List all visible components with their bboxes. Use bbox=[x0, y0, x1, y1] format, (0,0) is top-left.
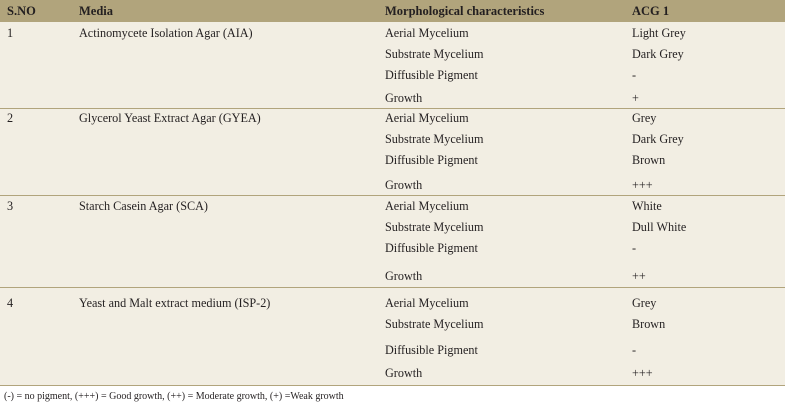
group-3-row-2-value: Dull White bbox=[632, 220, 687, 234]
group-3-row-3-characteristic: Diffusible Pigment bbox=[385, 241, 478, 255]
group-2-row-3-value: Brown bbox=[632, 153, 666, 167]
group-divider bbox=[0, 108, 785, 109]
group-1-row-4-characteristic: Growth bbox=[385, 91, 423, 105]
group-4-row-1-value: Grey bbox=[632, 296, 657, 310]
group-3-sno: 3 bbox=[7, 199, 14, 213]
group-4-row-3-value: - bbox=[632, 343, 637, 357]
group-4-row-1-characteristic: Aerial Mycelium bbox=[385, 296, 469, 310]
group-2-row-1-value: Grey bbox=[632, 111, 657, 125]
group-1-row-2-value: Dark Grey bbox=[632, 47, 684, 61]
group-4-row-3-characteristic: Diffusible Pigment bbox=[385, 343, 478, 357]
group-1-row-1-value: Light Grey bbox=[632, 26, 686, 40]
group-3-row-4-value: ++ bbox=[632, 269, 646, 283]
table-bottom-rule bbox=[0, 385, 785, 386]
group-divider bbox=[0, 287, 785, 288]
header-media: Media bbox=[79, 4, 114, 18]
group-3-row-1-characteristic: Aerial Mycelium bbox=[385, 199, 469, 213]
group-3-row-4-characteristic: Growth bbox=[385, 269, 423, 283]
group-1-media: Actinomycete Isolation Agar (AIA) bbox=[79, 26, 253, 40]
table-footnote: (-) = no pigment, (+++) = Good growth, (++) = Moderate growth, (+) =Weak growth bbox=[4, 391, 344, 402]
group-4-sno: 4 bbox=[7, 296, 14, 310]
group-4-media: Yeast and Malt extract medium (ISP-2) bbox=[79, 296, 271, 310]
group-1-row-3-value: - bbox=[632, 68, 637, 82]
group-4-row-4-value: +++ bbox=[632, 366, 653, 380]
table-header bbox=[0, 0, 785, 22]
group-2-row-4-value: +++ bbox=[632, 178, 653, 192]
group-2-media: Glycerol Yeast Extract Agar (GYEA) bbox=[79, 111, 261, 125]
group-3-row-3-value: - bbox=[632, 241, 637, 255]
group-4-row-2-value: Brown bbox=[632, 317, 666, 331]
group-4-row-4-characteristic: Growth bbox=[385, 366, 423, 380]
group-1-row-1-characteristic: Aerial Mycelium bbox=[385, 26, 469, 40]
group-2-row-4-characteristic: Growth bbox=[385, 178, 423, 192]
group-3-media: Starch Casein Agar (SCA) bbox=[79, 199, 208, 213]
group-3-row-2-characteristic: Substrate Mycelium bbox=[385, 220, 484, 234]
group-2-sno: 2 bbox=[7, 111, 14, 125]
group-2-row-3-characteristic: Diffusible Pigment bbox=[385, 153, 478, 167]
group-1-row-2-characteristic: Substrate Mycelium bbox=[385, 47, 484, 61]
group-4-row-2-characteristic: Substrate Mycelium bbox=[385, 317, 484, 331]
group-divider bbox=[0, 195, 785, 196]
group-1-sno: 1 bbox=[7, 26, 14, 40]
group-1-row-4-value: + bbox=[632, 91, 639, 105]
header-sno: S.NO bbox=[7, 4, 36, 18]
group-2-row-2-characteristic: Substrate Mycelium bbox=[385, 132, 484, 146]
group-1-row-3-characteristic: Diffusible Pigment bbox=[385, 68, 478, 82]
header-acg1: ACG 1 bbox=[632, 4, 670, 18]
header-morphological-characteristics: Morphological characteristics bbox=[385, 4, 545, 18]
group-2-row-1-characteristic: Aerial Mycelium bbox=[385, 111, 469, 125]
group-2-row-2-value: Dark Grey bbox=[632, 132, 684, 146]
group-3-row-1-value: White bbox=[632, 199, 662, 213]
